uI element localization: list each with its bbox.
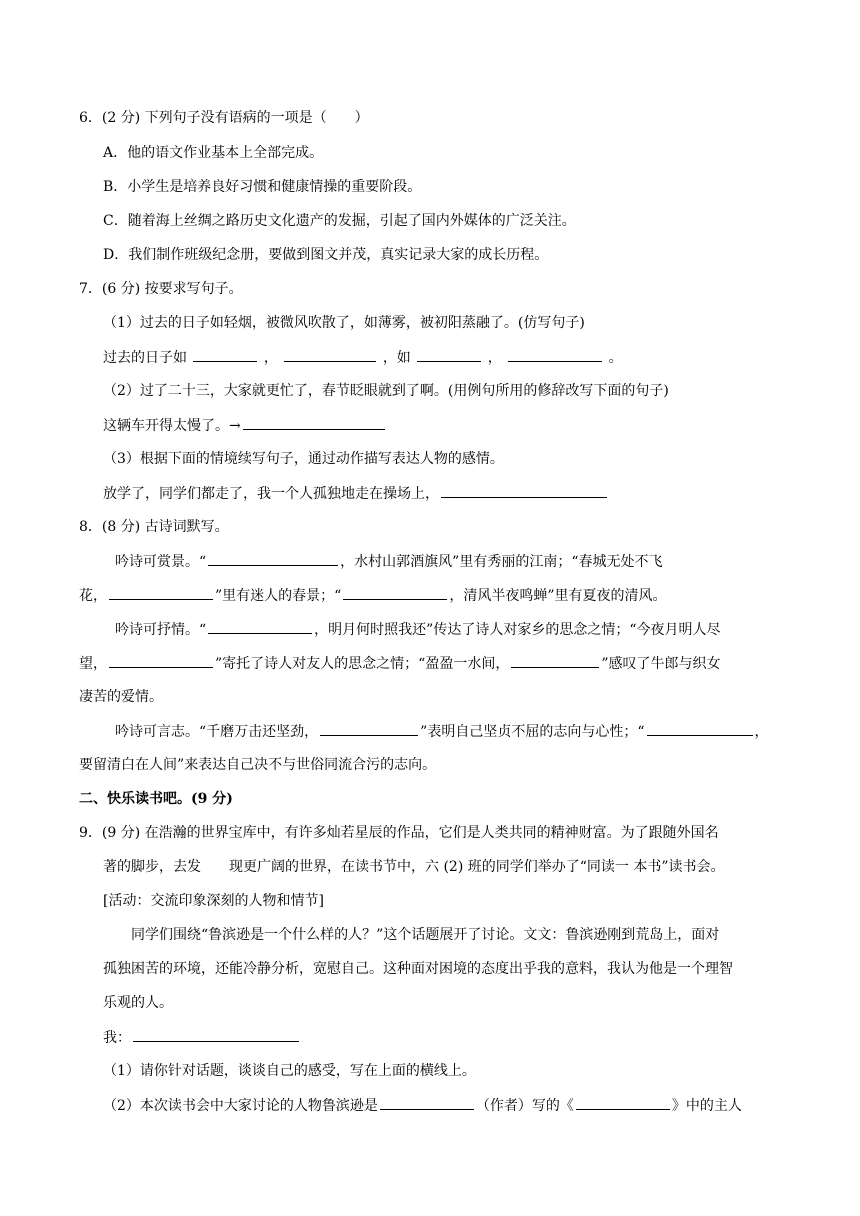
blank-6[interactable] — [441, 483, 607, 498]
q8-line-2: 花， ”里有迷人的春景；“ ，清风半夜鸣蝉”里有夏夜的清风。 — [79, 585, 667, 606]
q8-line-4: 望， ”寄托了诗人对友人的思念之情；“盈盈一水间， ”感叹了牛郎与织女 — [79, 653, 721, 674]
q8-line-1: 吟诗可赏景。“ ，水村山郭酒旗风”里有秀丽的江南；“春城无处不飞 — [115, 551, 663, 572]
q9-line-2: 著的脚步，去发 现更广阔的世界，在读书节中，六 (2) 班的同学们举办了“同读一 本书”读书会。 — [103, 859, 725, 875]
q8-line-6: 吟诗可言志。“千磨万击还坚劲， ”表明自己坚贞不屈的志向与心性；“ ， — [115, 721, 769, 742]
q6-option-c: C．随着海上丝绸之路历史文化遗产的发掘，引起了国内外媒体的广泛关注。 — [103, 213, 576, 229]
blank-2[interactable] — [284, 347, 376, 362]
blank-8[interactable] — [109, 585, 213, 600]
q9-part1: （1）请你针对话题，谈谈自己的感受，写在上面的横线上。 — [103, 1063, 476, 1079]
q9-my-answer-line: 我： — [103, 1027, 301, 1048]
blank-5[interactable] — [243, 415, 385, 430]
blank-17[interactable] — [576, 1095, 670, 1110]
q8-line-7: 要留清白在人间”来表达自己决不与世俗同流合污的志向。 — [79, 757, 437, 773]
blank-1[interactable] — [193, 347, 257, 362]
q7-part1: （1）过去的日子如轻烟，被微风吹散了，如薄雾，被初阳蒸融了。(仿写句子) — [103, 315, 585, 331]
blank-14[interactable] — [647, 721, 753, 736]
blank-15[interactable] — [133, 1027, 299, 1042]
q7-part2-answer-line: 这辆车开得太慢了。→ — [103, 415, 387, 436]
blank-11[interactable] — [109, 653, 213, 668]
q8-line-5: 凄苦的爱情。 — [79, 689, 163, 705]
blank-3[interactable] — [417, 347, 481, 362]
section-2-heading: 二、快乐读书吧。(9 分) — [79, 791, 233, 807]
q9-activity-label: [活动：交流印象深刻的人物和情节] — [103, 893, 324, 909]
q7-part1-answer-line: 过去的日子如 ， ，如 ， 。 — [103, 347, 623, 368]
blank-12[interactable] — [511, 653, 599, 668]
q6-stem: 6．(2 分) 下列句子没有语病的一项是（ ） — [79, 110, 369, 126]
q7-part3: （3）根据下面的情境续写句子，通过动作描写表达人物的感情。 — [103, 451, 504, 467]
q7-part3-answer-line: 放学了，同学们都走了，我一个人孤独地走在操场上， — [103, 483, 609, 504]
blank-16[interactable] — [380, 1095, 474, 1110]
q6-option-b: B．小学生是培养良好习惯和健康情操的重要阶段。 — [103, 179, 422, 195]
q6-option-d: D．我们制作班级纪念册，要做到图文并茂，真实记录大家的成长历程。 — [103, 247, 549, 263]
q9-part2: （2）本次读书会中大家讨论的人物鲁滨逊是 （作者）写的《 》中的主人 — [103, 1095, 742, 1116]
q6-option-a: A．他的语文作业基本上全部完成。 — [103, 145, 324, 161]
q8-stem: 8．(8 分) 古诗词默写。 — [79, 519, 229, 535]
blank-7[interactable] — [208, 551, 338, 566]
q7-part2: （2）过了二十三，大家就更忙了，春节眨眼就到了啊。(用例句所用的修辞改写下面的句子) — [103, 383, 669, 399]
blank-9[interactable] — [343, 585, 447, 600]
blank-13[interactable] — [320, 721, 418, 736]
blank-4[interactable] — [508, 347, 602, 362]
blank-10[interactable] — [208, 619, 312, 634]
q7-stem: 7．(6 分) 按要求写句子。 — [79, 281, 243, 297]
q9-line-6: 乐观的人。 — [103, 995, 173, 1011]
q8-line-3: 吟诗可抒情。“ ，明月何时照我还”传达了诗人对家乡的思念之情；“今夜月明人尽 — [115, 619, 721, 640]
q9-line-5: 孤独困苦的环境，还能冷静分析，宽慰自己。这种面对困境的态度出乎我的意料，我认为他是一个理智 — [103, 961, 733, 977]
q9-line-4: 同学们围绕“鲁滨逊是一个什么样的人？”这个话题展开了讨论。文文：鲁滨逊刚到荒岛上，面对 — [131, 927, 720, 943]
q9-line-1: 9．(9 分) 在浩瀚的世界宝库中，有许多灿若星辰的作品，它们是人类共同的精神财富。为了跟随外国名 — [79, 825, 719, 841]
